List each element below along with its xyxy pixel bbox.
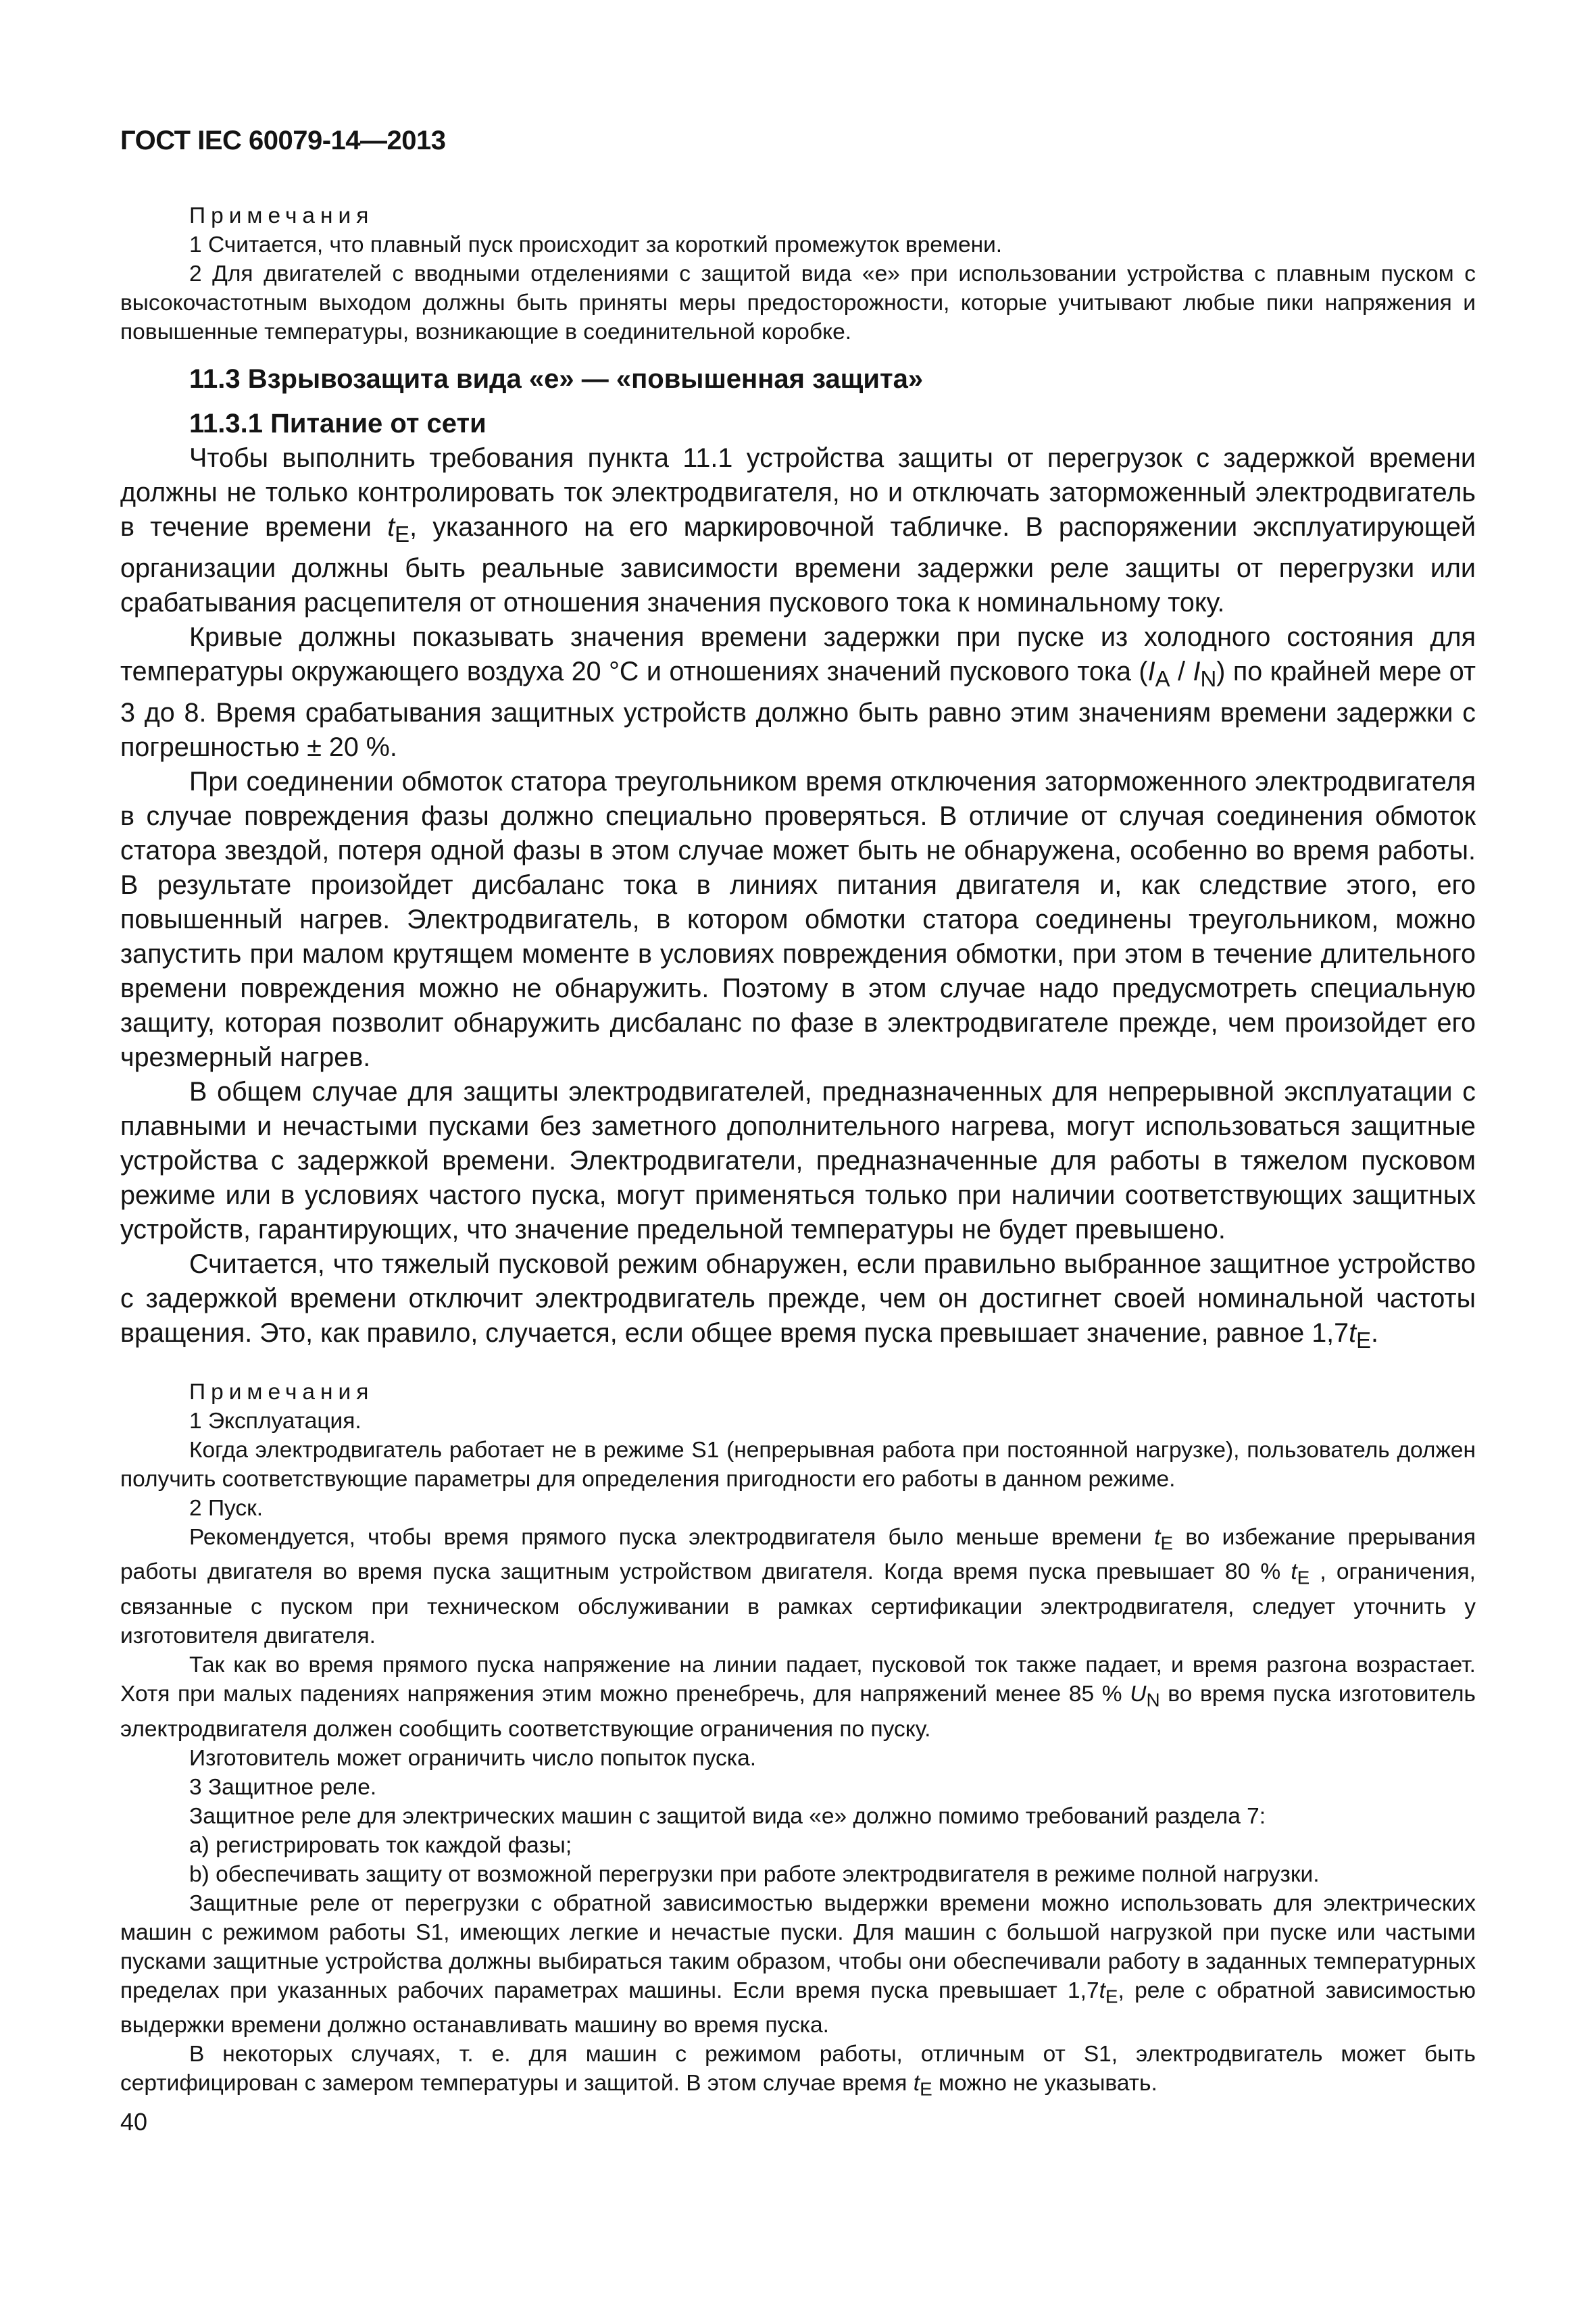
paragraph: Чтобы выполнить требования пункта 11.1 устройства защиты от перегрузок с задержкой времени должны не только контролировать ток электродвигателя, но и отключать заторможенный электродвигатель в течение времени $t_E$, указанного на его маркировочной табличке. В распоряжении эксплуатирующей организации должны быть реальные зависимости времени задержки реле защиты от перегрузки или срабатывания расцепителя от отношения значения пускового тока к номинальному току.: [120, 443, 1476, 618]
note-heading: 3 Защитное реле.: [189, 1774, 377, 1800]
note-item: 1 Считается, что плавный пуск происходит за короткий промежуток времени.: [189, 232, 1003, 257]
note-item: 2 Для двигателей с вводными отделениями с защитой вида «е» при использовании устройства с плавным пуском с высокочастотным выходом должны быть приняты меры предосторожности, которые учитывают любые пики напряжения и повышенные температуры, возникающие в соединительной коробке.: [120, 261, 1476, 345]
note-heading: 2 Пуск.: [189, 1495, 264, 1521]
note-text: Рекомендуется, чтобы время прямого пуска электродвигателя было меньше времени $t_E$ во избежание прерывания работы двигателя во время пуска защитным устройством двигателя. Когда время пуска превышает 80 % $t_E$ , ограничения, связанные с пуском при техническом обслуживании в рамках сертификации электродвигателя, следует уточнить у изготовителя двигателя.: [120, 1524, 1476, 1649]
section-heading: 11.3 Взрывозащита вида «е» — «повышенная защита»: [189, 364, 924, 394]
notes-block-1: [120, 201, 1476, 347]
notes-caption: Примечания: [189, 203, 374, 228]
note-text: В некоторых случаях, т. е. для машин с режимом работы, отличным от S1, электродвигатель может быть сертифицирован с замером температуры и защитой. В этом случае время $t_E$ можно не указывать.: [120, 2042, 1476, 2101]
document-header: ГОСТ IEC 60079-14—2013: [120, 126, 446, 155]
note-text: Когда электродвигатель работает не в режиме S1 (непрерывная работа при постоянной нагрузке), пользователь должен получить соответствующие параметры для определения пригодности его работы в данном режиме.: [120, 1437, 1476, 1492]
note-text: Защитное реле для электрических машин с защитой вида «е» должно помимо требований раздела 7:: [189, 1803, 1266, 1829]
paragraph: При соединении обмоток статора треугольником время отключения заторможенного электродвигателя в случае повреждения фазы должно специально проверяться. В отличие от случая соединения обмоток статора звездой, потеря одной фазы в этом случае может быть не обнаружена, особенно во время работы. В результате произойдет дисбаланс тока в линиях питания двигателя и, как следствие этого, его повышенный нагрев. Электродвигатель, в котором обмотки статора соединены треугольником, можно запустить при малом крутящем моменте в условиях повреждения обмотки, при этом в течение длительного времени повреждения можно не обнаружить. Поэтому в этом случае надо предусмотреть специальную защиту, которая позволит обнаружить дисбаланс по фазе в электродвигателе прежде, чем произойдет его чрезмерный нагрев.: [120, 766, 1476, 1072]
note-heading: 1 Эксплуатация.: [189, 1408, 361, 1434]
body-text: [120, 441, 1476, 1357]
paragraph: В общем случае для защиты электродвигателей, предназначенных для непрерывной эксплуатации с плавными и нечастыми пусками без заметного дополнительного нагрева, могут использоваться защитные устройства с задержкой времени. Электродвигатели, предназначенные для работы в тяжелом пусковом режиме или в условиях частого пуска, могут применяться только при наличии соответствующих защитных устройств, гарантирующих, что значение предельной температуры не будет превышено.: [120, 1076, 1476, 1244]
note-text: Изготовитель может ограничить число попыток пуска.: [189, 1745, 757, 1771]
subsection-heading: 11.3.1 Питание от сети: [189, 409, 487, 438]
notes-caption: Примечания: [189, 1379, 374, 1405]
paragraph: Считается, что тяжелый пусковой режим обнаружен, если правильно выбранное защитное устройство с задержкой времени отключит электродвигатель прежде, чем он достигнет своей номинальной частоты вращения. Это, как правило, случается, если общее время пуска превышает значение, равное $1,7t_E$.: [120, 1249, 1476, 1353]
list-item: b) обеспечивать защиту от возможной перегрузки при работе электродвигателя в режиме полной нагрузки.: [189, 1861, 1320, 1887]
page-content: [120, 201, 1476, 2104]
paragraph: Кривые должны показывать значения времени задержки при пуске из холодного состояния для температуры окружающего воздуха 20 °С и отношениях значений пускового тока $(I_A / I_N)$ по крайней мере от 3 до 8. Время срабатывания защитных устройств должно быть равно этим значениям времени задержки с погрешностью ± 20 %.: [120, 622, 1476, 762]
note-text: Защитные реле от перегрузки с обратной зависимостью выдержки времени можно использовать для электрических машин с режимом работы S1, имеющих легкие и нечастые пуски. Для машин с большой нагрузкой при пуске или частыми пусками защитные устройства должны выбираться таким образом, чтобы они обеспечивали работу в заданных температурных пределах при указанных рабочих параметрах машины. Если время пуска превышает $1,7t_E$, реле с обратной зависимостью выдержки времени должно останавливать машину во время пуска.: [120, 1890, 1476, 2038]
notes-block-2: [120, 1378, 1476, 2104]
list-item: a) регистрировать ток каждой фазы;: [189, 1832, 572, 1858]
note-text: Так как во время прямого пуска напряжение на линии падает, пусковой ток также падает, и время разгона возрастает. Хотя при малых падениях напряжения этим можно пренебречь, для напряжений менее 85 % $U_N$ во время пуска изготовитель электродвигателя должен сообщить соответствующие ограничения по пуску.: [120, 1653, 1476, 1742]
page-number: 40: [120, 2108, 148, 2136]
